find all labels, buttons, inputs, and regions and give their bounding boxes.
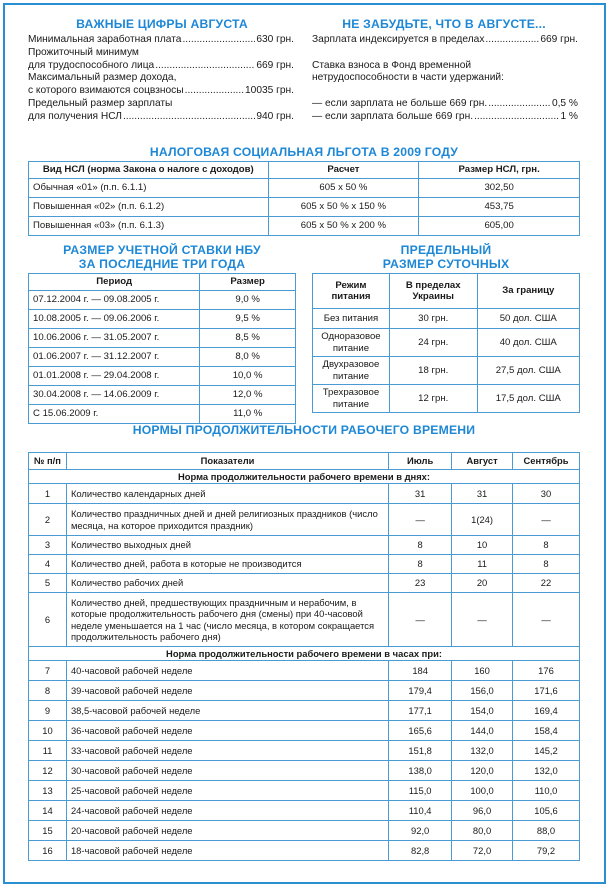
table-row (29, 681, 580, 701)
row-indicator: Количество праздничных дней и дней религиозных праздников (число месяца, на которое приходится праздник) (66, 504, 388, 536)
row-number: 6 (29, 593, 67, 647)
fund-intro: Ставка взноса в Фонд временной (312, 59, 472, 71)
nbu-rate: 11,0 % (200, 405, 296, 424)
row-july: 138,0 (389, 761, 452, 781)
row-august: 154,0 (452, 701, 513, 721)
row-august: 160 (452, 661, 513, 681)
row-number: 16 (29, 841, 67, 861)
row-august: — (452, 593, 513, 647)
row-july: — (389, 593, 452, 647)
hours-table (28, 452, 580, 861)
nbu-rate: 9,0 % (200, 291, 296, 310)
hours-header: № п/п (29, 453, 67, 470)
key-figures-title: ВАЖНЫЕ ЦИФРЫ АВГУСТА (76, 17, 248, 31)
row-august: 132,0 (452, 741, 513, 761)
row-indicator: Количество рабочих дней (66, 574, 388, 593)
row-indicator: 38,5-часовой рабочей неделе (66, 701, 388, 721)
table-row (29, 574, 580, 593)
row-july: — (389, 504, 452, 536)
row-number: 8 (29, 681, 67, 701)
key-figure-prefix: Предельный размер зарплаты (28, 97, 173, 109)
table-row (29, 348, 296, 367)
table-row (29, 484, 580, 504)
daily-title (312, 243, 580, 271)
nbu-rate: 8,5 % (200, 329, 296, 348)
row-july: 8 (389, 555, 452, 574)
indexation-value: 669 грн. (540, 34, 578, 45)
table-row (29, 217, 580, 236)
key-figure-label: для получения НСЛ (28, 110, 122, 122)
key-figure-value: 630 грн. (256, 34, 294, 45)
row-july: 115,0 (389, 781, 452, 801)
section-hours: Норма продолжительности рабочего времени в часах при: (29, 647, 580, 661)
nsl-cell: 605 х 50 % (268, 179, 419, 198)
row-august: 11 (452, 555, 513, 574)
row-september: 110,0 (513, 781, 580, 801)
table-row (29, 179, 580, 198)
daily-mode: Двухразовое питание (313, 357, 390, 385)
key-figure-prefix: Максимальный размер дохода, (28, 72, 177, 84)
daily-abroad: 27,5 дол. США (477, 357, 579, 385)
row-indicator: 40-часовой рабочей неделе (66, 661, 388, 681)
table-row (29, 367, 296, 386)
row-july: 82,8 (389, 841, 452, 861)
nbu-period: С 15.06.2009 г. (29, 405, 200, 424)
row-september: 145,2 (513, 741, 580, 761)
hours-header: Показатели (66, 453, 388, 470)
table-row (29, 386, 296, 405)
row-number: 2 (29, 504, 67, 536)
row-july: 23 (389, 574, 452, 593)
row-august: 100,0 (452, 781, 513, 801)
key-figure-row (28, 60, 294, 73)
key-figure-row (28, 111, 294, 124)
row-number: 3 (29, 536, 67, 555)
nbu-rate: 10,0 % (200, 367, 296, 386)
row-august: 156,0 (452, 681, 513, 701)
row-july: 165,6 (389, 721, 452, 741)
row-august: 120,0 (452, 761, 513, 781)
row-number: 12 (29, 761, 67, 781)
row-number: 15 (29, 821, 67, 841)
reminder-block (312, 34, 578, 124)
row-number: 1 (29, 484, 67, 504)
hours-header: Июль (389, 453, 452, 470)
nsl-cell: Повышенная «02» (п.п. 6.1.2) (29, 198, 269, 217)
row-august: 144,0 (452, 721, 513, 741)
daily-ukraine: 24 грн. (389, 329, 477, 357)
nbu-period: 01.06.2007 г. — 31.12.2007 г. (29, 348, 200, 367)
nbu-period: 10.08.2005 г. — 09.06.2006 г. (29, 310, 200, 329)
daily-ukraine: 12 грн. (389, 385, 477, 413)
daily-abroad: 17,5 дол. США (477, 385, 579, 413)
daily-header: Режим питания (313, 274, 390, 309)
nsl-table (28, 161, 580, 236)
table-row (29, 781, 580, 801)
key-figure-value: 940 грн. (256, 110, 294, 122)
daily-header: В пределах Украины (389, 274, 477, 309)
daily-ukraine: 18 грн. (389, 357, 477, 385)
fund-label: — если зарплата не больше 669 грн. (312, 97, 488, 109)
table-row (29, 661, 580, 681)
hours-title: НОРМЫ ПРОДОЛЖИТЕЛЬНОСТИ РАБОЧЕГО ВРЕМЕНИ (132, 423, 476, 437)
key-figure-label: для трудоспособного лица (28, 59, 155, 71)
nsl-header: Расчет (268, 162, 419, 179)
table-row (313, 309, 580, 329)
row-indicator: 18-часовой рабочей неделе (66, 841, 388, 861)
table-row (29, 841, 580, 861)
row-indicator: 20-часовой рабочей неделе (66, 821, 388, 841)
nsl-header: Вид НСЛ (норма Закона о налоге с доходов) (29, 162, 269, 179)
row-number: 10 (29, 721, 67, 741)
row-indicator: Количество дней, предшествующих праздничным и нерабочим, в которые продолжительность рабочего дня (смены) при 40-часовой неделе уменьшается на 1 час (число месяца, в котором сокращается продолжительность рабочего дня) (66, 593, 388, 647)
nsl-header: Размер НСЛ, грн. (419, 162, 580, 179)
row-indicator: Количество календарных дней (66, 484, 388, 504)
nbu-period: 30.04.2008 г. — 14.06.2009 г. (29, 386, 200, 405)
row-august: 10 (452, 536, 513, 555)
row-indicator: Количество выходных дней (66, 536, 388, 555)
nbu-title-line: ЗА ПОСЛЕДНИЕ ТРИ ГОДА (78, 257, 246, 271)
nbu-title (28, 243, 296, 271)
key-figure-prefix: Прожиточный минимум (28, 46, 139, 58)
table-row (29, 721, 580, 741)
row-indicator: 36-часовой рабочей неделе (66, 721, 388, 741)
row-indicator: 30-часовой рабочей неделе (66, 761, 388, 781)
table-row (313, 357, 580, 385)
daily-mode: Трехразовое питание (313, 385, 390, 413)
daily-mode: Одноразовое питание (313, 329, 390, 357)
fund-value: 0,5 % (551, 97, 578, 109)
row-august: 80,0 (452, 821, 513, 841)
table-row (29, 405, 296, 424)
indexation-row (312, 34, 578, 47)
table-row (29, 198, 580, 217)
fund-intro: нетрудоспособности в части удержаний: (312, 72, 504, 84)
row-september: 88,0 (513, 821, 580, 841)
table-row (29, 741, 580, 761)
nbu-period: 01.01.2008 г. — 29.04.2008 г. (29, 367, 200, 386)
daily-ukraine: 30 грн. (389, 309, 477, 329)
row-september: 132,0 (513, 761, 580, 781)
row-number: 4 (29, 555, 67, 574)
key-figure-value: 10035 грн. (245, 85, 294, 97)
daily-header: За границу (477, 274, 579, 309)
row-september: 22 (513, 574, 580, 593)
daily-table (312, 273, 580, 413)
row-september: 176 (513, 661, 580, 681)
row-number: 7 (29, 661, 67, 681)
table-row (29, 504, 580, 536)
row-september: 105,6 (513, 801, 580, 821)
hours-header: Август (452, 453, 513, 470)
key-figure-label: с которого взимаются соцвзносы (28, 85, 184, 97)
row-july: 184 (389, 661, 452, 681)
row-indicator: 24-часовой рабочей неделе (66, 801, 388, 821)
nsl-cell: Обычная «01» (п.п. 6.1.1) (29, 179, 269, 198)
nbu-header: Размер (200, 274, 296, 291)
table-row (313, 385, 580, 413)
nbu-rate: 9,5 % (200, 310, 296, 329)
nbu-rate: 12,0 % (200, 386, 296, 405)
row-september: 8 (513, 536, 580, 555)
daily-abroad: 40 дол. США (477, 329, 579, 357)
row-september: 30 (513, 484, 580, 504)
fund-row (312, 98, 578, 111)
row-july: 179,4 (389, 681, 452, 701)
nsl-cell: 605,00 (419, 217, 580, 236)
section-days: Норма продолжительности рабочего времени в днях: (29, 470, 580, 484)
nsl-cell: 453,75 (419, 198, 580, 217)
row-august: 31 (452, 484, 513, 504)
row-july: 177,1 (389, 701, 452, 721)
nsl-cell: 605 х 50 % х 150 % (268, 198, 419, 217)
reminder-title: НЕ ЗАБУДЬТЕ, ЧТО В АВГУСТЕ... (342, 17, 546, 31)
key-figure-row (28, 34, 294, 47)
table-row (313, 329, 580, 357)
row-september: 169,4 (513, 701, 580, 721)
key-figure-value: 669 грн. (256, 59, 294, 71)
nsl-cell: 605 х 50 % х 200 % (268, 217, 419, 236)
row-number: 9 (29, 701, 67, 721)
key-figures-list (28, 34, 294, 124)
table-row (29, 701, 580, 721)
fund-value: 1 % (560, 110, 578, 122)
daily-mode: Без питания (313, 309, 390, 329)
table-row (29, 761, 580, 781)
row-july: 110,4 (389, 801, 452, 821)
nbu-rate: 8,0 % (200, 348, 296, 367)
row-indicator: 25-часовой рабочей неделе (66, 781, 388, 801)
nbu-table (28, 273, 296, 424)
row-august: 72,0 (452, 841, 513, 861)
row-number: 5 (29, 574, 67, 593)
row-july: 31 (389, 484, 452, 504)
row-indicator: 39-часовой рабочей неделе (66, 681, 388, 701)
nbu-title-line: РАЗМЕР УЧЕТНОЙ СТАВКИ НБУ (63, 243, 261, 257)
row-july: 8 (389, 536, 452, 555)
table-row (29, 329, 296, 348)
nsl-title: НАЛОГОВАЯ СОЦИАЛЬНАЯ ЛЬГОТА В 2009 ГОДУ (149, 145, 459, 159)
table-row (29, 593, 580, 647)
key-figure-row (28, 85, 294, 98)
daily-title-line: ПРЕДЕЛЬНЫЙ (400, 243, 492, 257)
row-number: 11 (29, 741, 67, 761)
nbu-period: 07.12.2004 г. — 09.08.2005 г. (29, 291, 200, 310)
row-indicator: 33-часовой рабочей неделе (66, 741, 388, 761)
row-number: 14 (29, 801, 67, 821)
table-row (29, 536, 580, 555)
daily-abroad: 50 дол. США (477, 309, 579, 329)
row-august: 1(24) (452, 504, 513, 536)
table-row (29, 310, 296, 329)
row-september: — (513, 593, 580, 647)
nbu-period: 10.06.2006 г. — 31.05.2007 г. (29, 329, 200, 348)
row-september: 8 (513, 555, 580, 574)
nbu-header: Период (29, 274, 200, 291)
table-row (29, 801, 580, 821)
row-september: — (513, 504, 580, 536)
table-row (29, 821, 580, 841)
key-figure-label: Минимальная заработная плата (28, 34, 182, 45)
row-august: 20 (452, 574, 513, 593)
table-row (29, 555, 580, 574)
row-september: 171,6 (513, 681, 580, 701)
row-september: 158,4 (513, 721, 580, 741)
indexation-label: Зарплата индексируется в пределах (312, 34, 485, 45)
daily-title-line: РАЗМЕР СУТОЧНЫХ (382, 257, 510, 271)
row-july: 92,0 (389, 821, 452, 841)
nsl-cell: Повышенная «03» (п.п. 6.1.3) (29, 217, 269, 236)
fund-label: — если зарплата больше 669 грн. (312, 110, 474, 122)
row-indicator: Количество дней, работа в которые не производится (66, 555, 388, 574)
hours-header: Сентябрь (513, 453, 580, 470)
nsl-cell: 302,50 (419, 179, 580, 198)
row-july: 151,8 (389, 741, 452, 761)
row-september: 79,2 (513, 841, 580, 861)
row-number: 13 (29, 781, 67, 801)
row-august: 96,0 (452, 801, 513, 821)
table-row (29, 291, 296, 310)
fund-row (312, 111, 578, 124)
